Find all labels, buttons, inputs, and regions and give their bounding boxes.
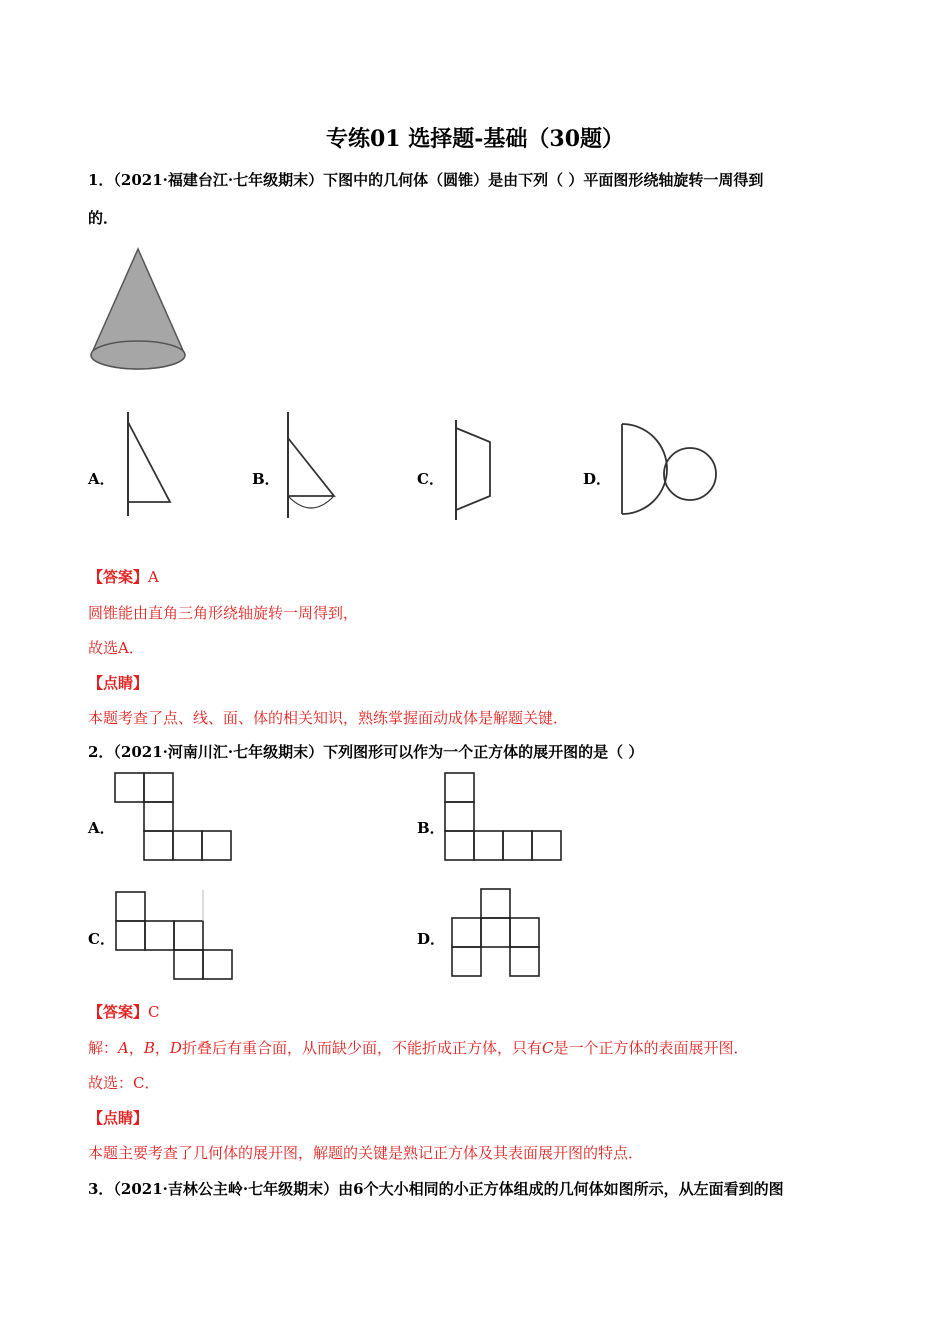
q2-option-a-net [114,772,236,864]
q2-explanation-sep2: ， [154,1039,170,1057]
q2-explanation-d: D [169,1039,182,1057]
q2-answer-value: C [148,1003,160,1021]
page-title: 专练01 选择题-基础（30题） [325,126,625,152]
cone-figure [88,245,188,375]
q2-explanation-sep1: ， [128,1039,144,1057]
question-1-text-cont: 的． [88,209,119,227]
q2-explanation-a: A [118,1039,129,1057]
q1-comment: 本题考查了点、线、面、体的相关知识，熟练掌握面动成体是解题关键． [88,709,569,727]
q1-conclusion: 故选A． [88,639,144,657]
q2-explanation-end: 是一个正方体的表面展开图． [553,1039,749,1057]
q1-option-a-triangle [122,410,182,520]
q1-option-a-label: A． [88,470,115,488]
question-3-text: 3．（2021·吉林公主岭·七年级期末）由6个大小相同的小正方体组成的几何体如图所示，从左面看到的图 [88,1180,784,1198]
q1-answer-value: A [148,568,159,586]
q1-option-b-figure [284,410,344,520]
q1-option-d-label: D． [583,470,612,488]
q2-explanation-b: B [143,1039,155,1057]
q2-option-d-net [451,888,543,980]
q1-option-c-label: C． [417,470,444,488]
q2-option-a-label: A． [88,819,115,837]
q2-conclusion: 故选：C． [88,1074,160,1092]
question-1-text: 1．（2021·福建台江·七年级期末）下图中的几何体（圆锥）是由下列（ ）平面图形绕轴旋转一周得到 [88,171,764,189]
q2-explanation [88,1037,748,1058]
question-2-text: 2．（2021·河南川汇·七年级期末）下列图形可以作为一个正方体的展开图的是（ ） [88,743,644,761]
q1-answer-label: 【答案】 [88,568,149,586]
q2-explanation-mid: 折叠后有重合面，从而缺少面，不能折成正方体，只有 [181,1039,542,1057]
q2-answer-label: 【答案】 [88,1003,149,1021]
q2-comment: 本题主要考查了几何体的展开图，解题的关键是熟记正方体及其表面展开图的特点． [88,1144,644,1162]
q1-option-c-trapezoid [452,418,497,523]
q2-option-c-net [115,888,237,980]
q2-option-b-label: B． [417,819,445,837]
q1-option-b-label: B． [252,470,280,488]
q2-option-c-label: C． [88,930,115,948]
q2-explanation-c: C [541,1039,554,1057]
q1-option-d-figure [618,422,723,517]
q1-explanation: 圆锥能由直角三角形绕轴旋转一周得到， [88,604,359,622]
q2-comment-label: 【点睛】 [88,1109,149,1127]
q2-option-d-label: D． [417,930,446,948]
q2-explanation-prefix: 解： [88,1039,119,1057]
q2-option-b-net [444,772,566,864]
q1-comment-label: 【点睛】 [88,674,149,692]
